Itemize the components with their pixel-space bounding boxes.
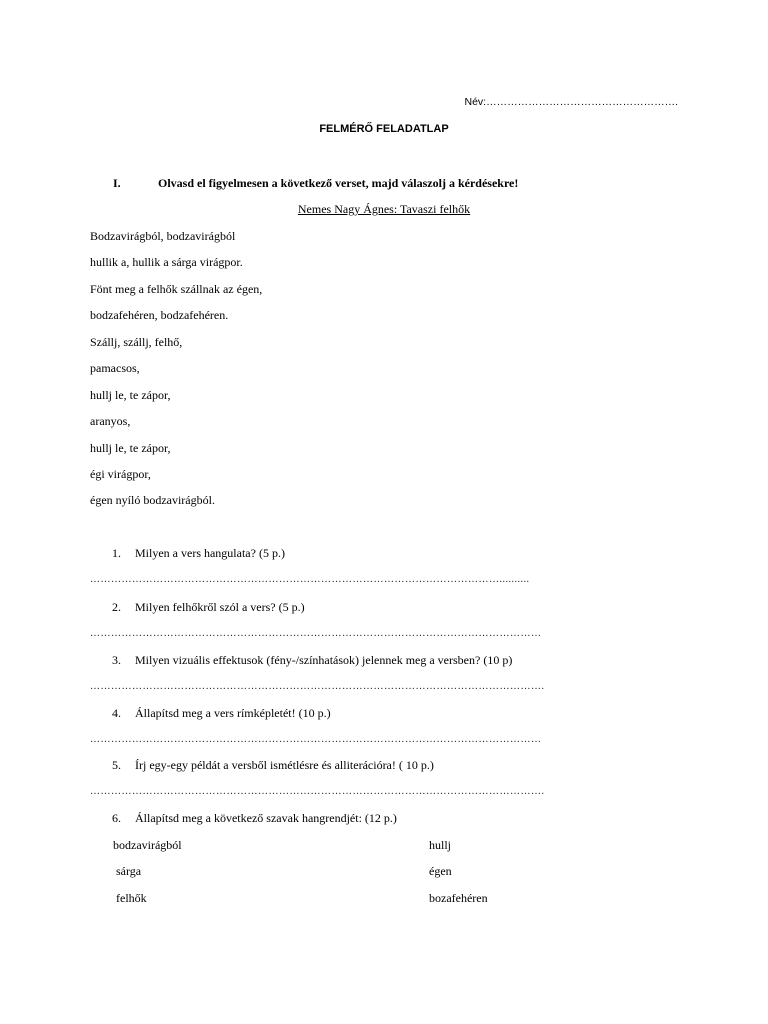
poem-line: aranyos, xyxy=(90,414,131,428)
answer-line-5[interactable]: …………………………………………………………………………………………………………………. xyxy=(90,786,545,797)
question-5-text: Írj egy-egy példát a versből ismétlésre és alliterációra! ( 10 p.) xyxy=(135,758,434,772)
vocab-word: égen xyxy=(429,864,452,878)
poem-line: hullik a, hullik a sárga virágpor. xyxy=(90,255,243,269)
question-1-number: 1. xyxy=(112,546,121,560)
poem-line: Szállj, szállj, felhő, xyxy=(90,335,183,349)
vocab-word: felhők xyxy=(116,891,147,905)
question-4-number: 4. xyxy=(112,706,121,720)
page-title: FELMÉRŐ FELADATLAP xyxy=(319,123,449,135)
answer-line-1[interactable]: ……………………………………………………………………………………………………….......... xyxy=(90,574,530,585)
question-2-text: Milyen felhőkről szól a vers? (5 p.) xyxy=(135,600,305,614)
section-instruction: Olvasd el figyelmesen a következő verset, majd válaszolj a kérdésekre! xyxy=(158,176,519,190)
poem-line: pamacsos, xyxy=(90,361,140,375)
question-1-text: Milyen a vers hangulata? (5 p.) xyxy=(135,546,285,560)
vocab-word: bodzavirágból xyxy=(113,838,182,852)
answer-line-3[interactable]: …………………………………………………………………………………………………………………. xyxy=(90,681,545,692)
poem-title xyxy=(0,202,768,216)
vocab-word: sárga xyxy=(116,864,142,878)
poem-line: hullj le, te zápor, xyxy=(90,388,171,402)
question-4-text: Állapítsd meg a vers rímképletét! (10 p.) xyxy=(135,706,331,720)
poem-line: hullj le, te zápor, xyxy=(90,441,171,455)
poem-line: égen nyíló bodzavirágból. xyxy=(90,493,215,507)
question-2-number: 2. xyxy=(112,600,121,614)
question-3-text: Milyen vizuális effektusok (fény-/színhatások) jelennek meg a versben? (10 p) xyxy=(135,653,513,667)
vocab-word: hullj xyxy=(429,838,452,852)
question-6-number: 6. xyxy=(112,811,121,825)
vocab-word: bozafehéren xyxy=(429,891,488,905)
poem-line: bodzafehéren, bodzafehéren. xyxy=(90,308,229,322)
name-field[interactable]: Név:………………………………………………. xyxy=(464,96,678,108)
question-6-text: Állapítsd meg a következő szavak hangrendjét: (12 p.) xyxy=(135,811,397,825)
poem-title-text: Nemes Nagy Ágnes: Tavaszi felhők xyxy=(297,202,471,216)
poem-line: Bodzavirágból, bodzavirágból xyxy=(90,229,236,243)
poem-line: Fönt meg a felhők szállnak az égen, xyxy=(90,282,263,296)
section-number: I. xyxy=(113,176,121,190)
poem-line: égi virágpor, xyxy=(90,467,151,481)
answer-line-2[interactable]: ………………………………………………………………………………………………………………… xyxy=(90,628,542,639)
question-3-number: 3. xyxy=(112,653,121,667)
question-5-number: 5. xyxy=(112,758,121,772)
answer-line-4[interactable]: ………………………………………………………………………………………………………………… xyxy=(90,734,542,745)
